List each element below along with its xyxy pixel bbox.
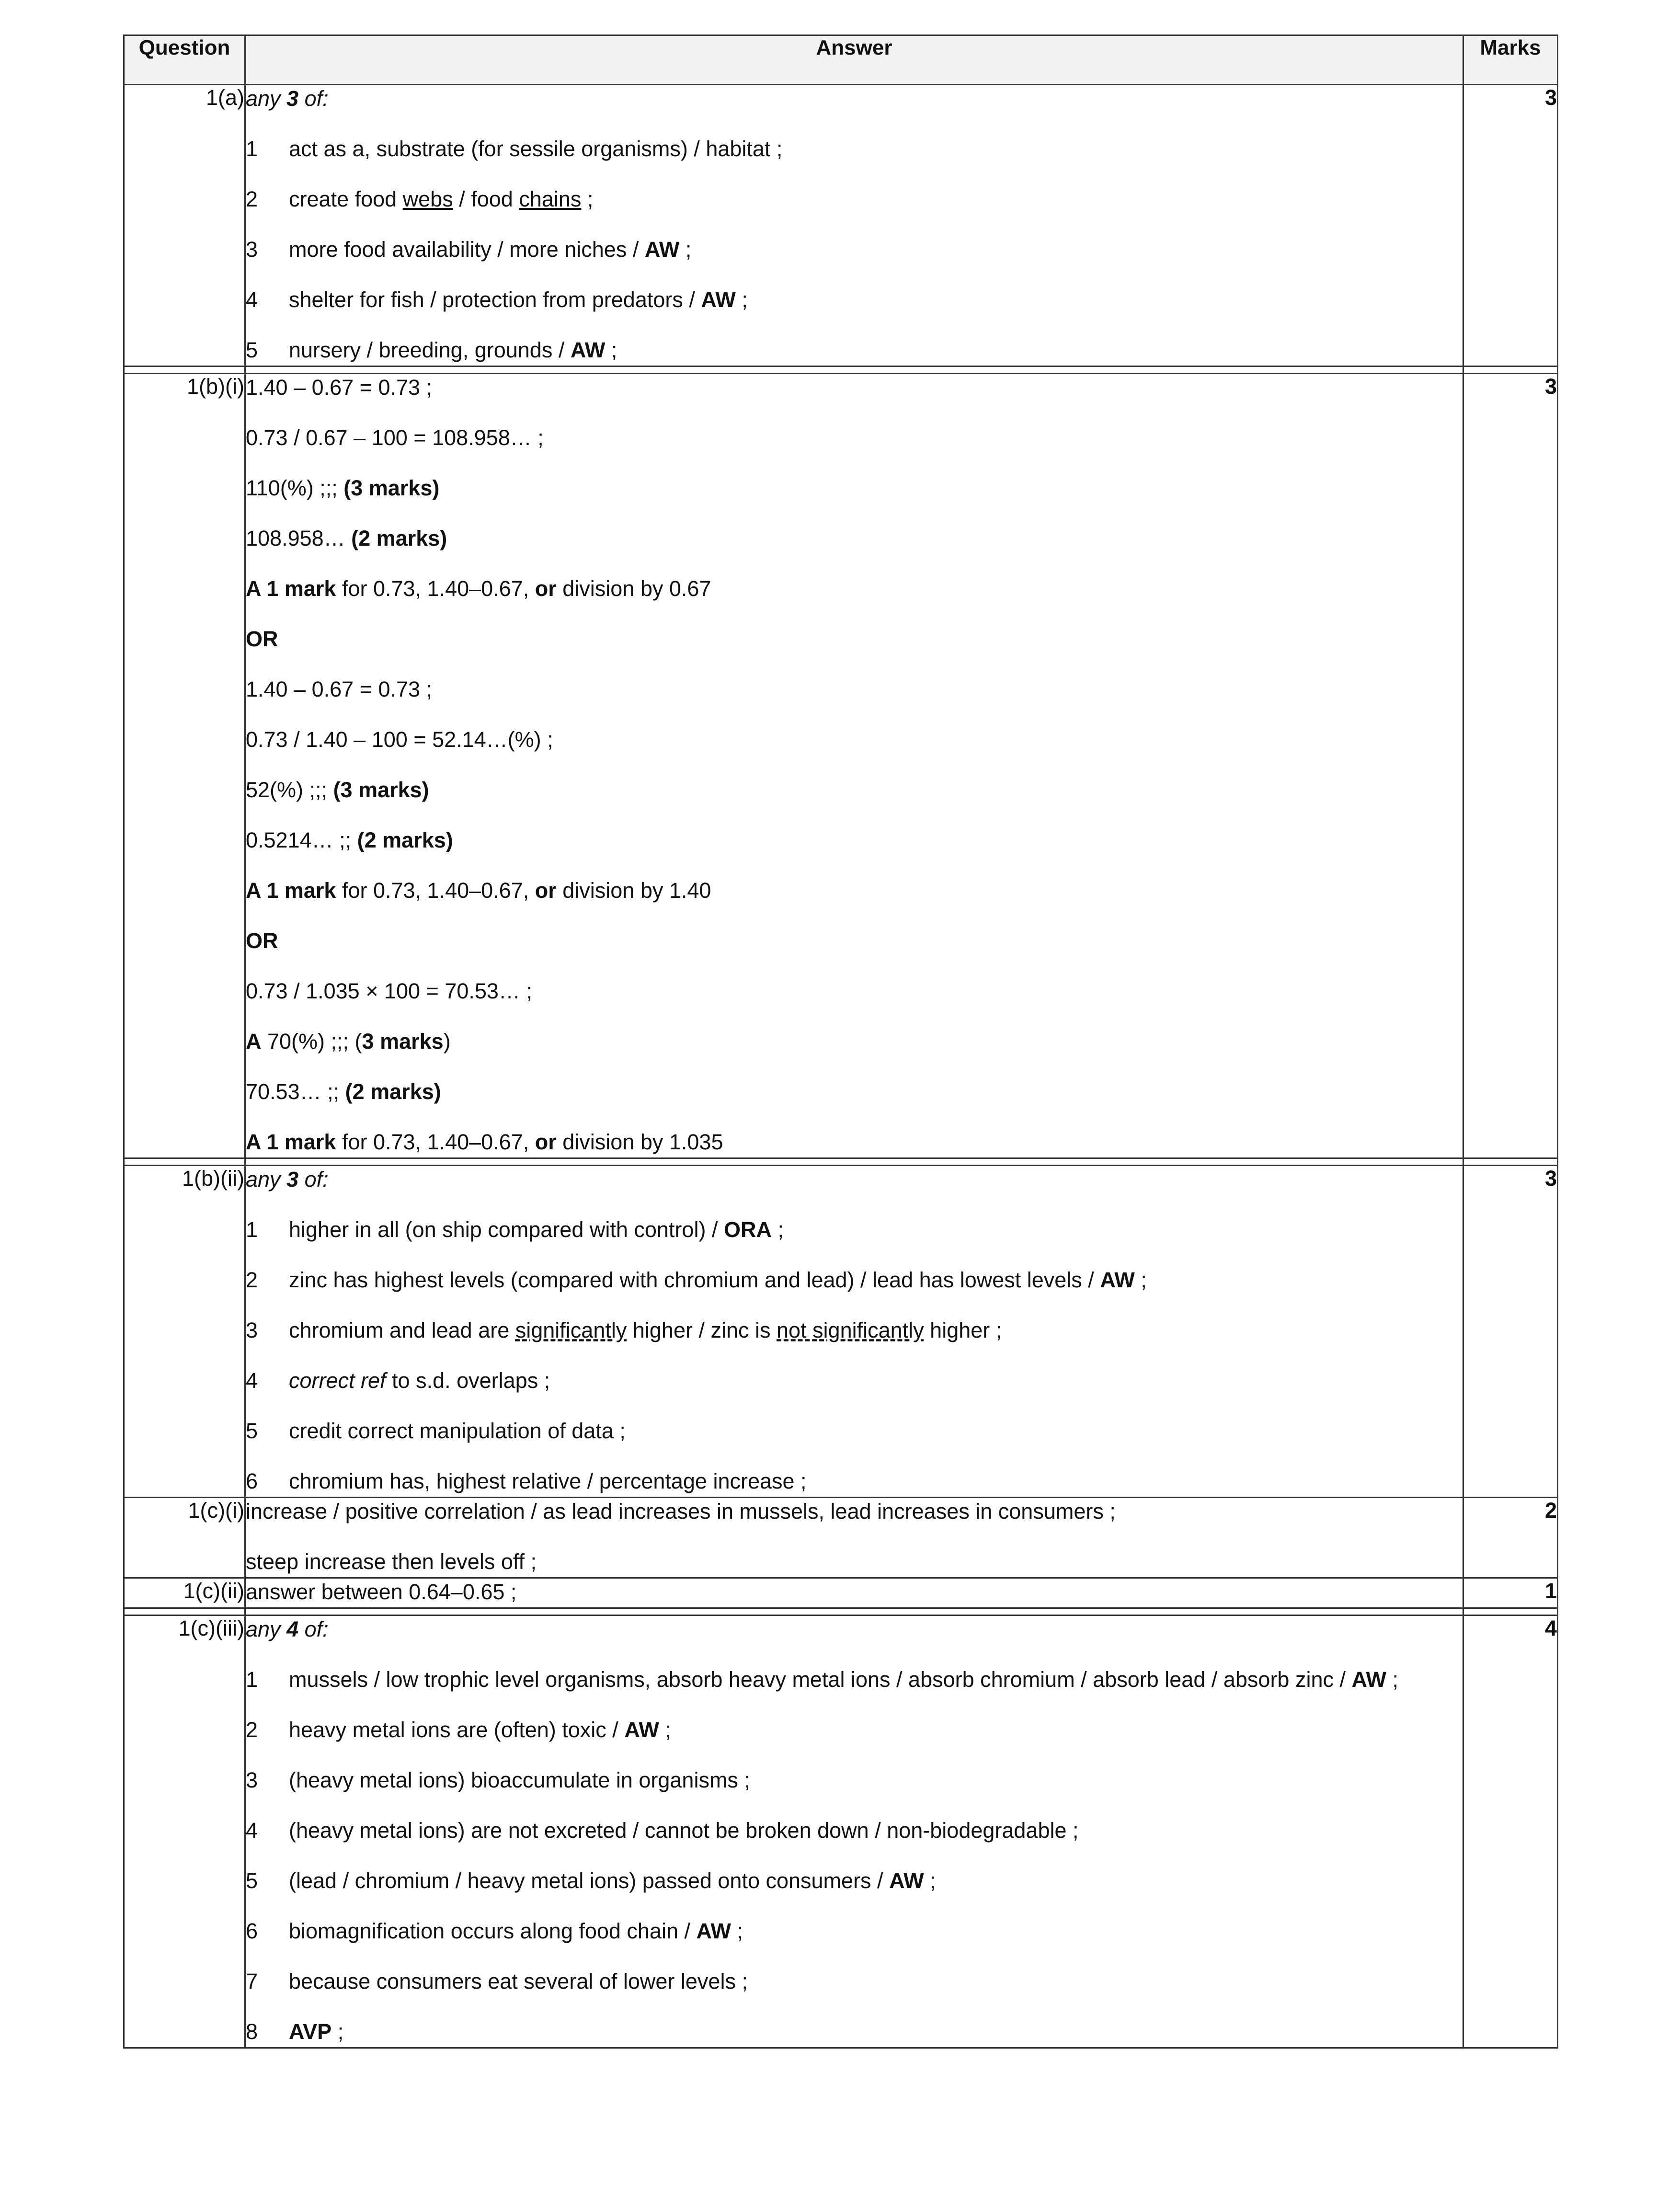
calculation-line: 1.40 – 0.67 = 0.73 ; [246,677,433,701]
point-text: create food [289,187,403,211]
point-number: 7 [246,1969,258,1993]
point-text: (lead / chromium / heavy metal ions) passed onto consumers / [289,1868,890,1893]
mark-scheme-table [123,34,1558,2049]
answer-line: increase / positive correlation / as lead increases in mussels, lead increases in consumers ; [246,1499,1116,1524]
calculation-line: 1.40 – 0.67 = 0.73 ; [246,375,433,400]
point-number: 6 [246,1469,258,1493]
marks-value: 3 [1463,1166,1558,1498]
marks-value: 3 [1463,85,1558,367]
allow-keyword: A 1 mark [246,1130,336,1154]
answer-line: answer between 0.64–0.65 ; [246,1580,517,1604]
answer-value: 110(%) ;;; [246,476,344,500]
point-text: act as a, substrate (for sessile organisms) / habitat ; [289,137,783,161]
point-text: ; [735,287,748,312]
intro-text: any [246,1617,287,1641]
avp-keyword: AVP [289,2019,332,2044]
question-label: 1(b)(ii) [124,1166,245,1498]
aw-keyword: AW [889,1868,924,1893]
point-text: nursery / breeding, grounds / [289,338,571,362]
allow-keyword: A [246,1029,262,1054]
point-text: higher in all (on ship compared with control) / [289,1217,724,1242]
marks-note: (2 marks) [357,828,453,852]
marks-value: 2 [1463,1498,1558,1578]
allow-note [246,1129,1463,1157]
answer-point [246,1216,1463,1267]
answer-value: 0.5214… ;; [246,828,357,852]
point-text: heavy metal ions are (often) toxic / [289,1718,625,1742]
answer-point [246,1666,1463,1717]
aw-keyword: AW [1351,1667,1386,1692]
point-text: chromium has, highest relative / percentage increase ; [289,1469,807,1493]
point-number: 3 [246,1318,258,1342]
point-text: credit correct manipulation of data ; [289,1419,626,1443]
answer-cell [245,1615,1463,2048]
answer-point [246,1468,1463,1497]
ora-keyword: ORA [723,1217,772,1242]
point-text: ; [331,2019,344,2044]
point-number: 5 [246,338,258,362]
answer-value: ) [443,1029,451,1054]
intro-count: 3 [286,1167,299,1191]
calculation-line [246,827,1463,877]
point-text: (heavy metal ions) are not excreted / cannot be broken down / non-biodegradable ; [289,1818,1079,1843]
answer-point [246,1267,1463,1317]
point-number: 2 [246,187,258,211]
point-text: higher ; [924,1318,1002,1342]
answer-point [246,286,1463,337]
row-separator [124,1158,1558,1166]
point-text: ; [581,187,594,211]
point-number: 2 [246,1268,258,1292]
answer-cell [245,1166,1463,1498]
aw-keyword: AW [624,1718,659,1742]
point-text: ; [771,1217,784,1242]
point-text: more food availability / more niches / [289,237,645,262]
calculation-line: 0.73 / 0.67 – 100 = 108.958… ; [246,425,544,450]
answer-line: steep increase then levels off ; [246,1549,537,1574]
point-text: ; [924,1868,936,1893]
intro-text: of: [298,86,329,111]
underlined-term: significantly [515,1318,627,1342]
point-number: 5 [246,1868,258,1893]
note-text: for 0.73, 1.40–0.67, [336,878,535,903]
row-1c-i [124,1498,1558,1578]
aw-keyword: AW [1100,1268,1135,1292]
point-number: 4 [246,1368,258,1393]
point-number: 4 [246,1818,258,1843]
row-1a [124,85,1558,367]
intro-text: any [246,86,287,111]
answer-value: 70.53… ;; [246,1079,345,1104]
answer-column-header: Answer [245,35,1463,85]
calculation-line [246,525,1463,575]
point-text: to s.d. overlaps ; [386,1368,550,1393]
note-text: division by 1.40 [556,878,711,903]
point-number: 2 [246,1718,258,1742]
italic-term: correct ref [289,1368,386,1393]
allow-keyword: A 1 mark [246,878,336,903]
answer-point [246,2018,1463,2047]
underlined-term: not significantly [777,1318,924,1342]
point-text: (heavy metal ions) bioaccumulate in organisms ; [289,1768,750,1792]
answer-value: 70(%) ;;; ( [261,1029,362,1054]
point-text: ; [679,237,692,262]
calculation-line [246,777,1463,827]
point-text: mussels / low trophic level organisms, absorb heavy metal ions / absorb chromium / absorb lead / absorb zinc / [289,1667,1352,1692]
point-text: ; [659,1718,671,1742]
point-text: biomagnification occurs along food chain / [289,1919,697,1943]
point-text: shelter for fish / protection from predators / [289,287,701,312]
row-1c-iii [124,1615,1558,2048]
note-text: division by 0.67 [556,576,711,601]
underlined-term: chains [519,187,582,211]
intro-text: any [246,1167,287,1191]
point-text: higher / zinc is [627,1318,777,1342]
aw-keyword: AW [644,237,680,262]
point-number: 1 [246,137,258,161]
note-text: for 0.73, 1.40–0.67, [336,1130,535,1154]
intro-text: of: [298,1167,329,1191]
marks-value: 4 [1463,1615,1558,2048]
marks-value: 3 [1463,374,1558,1158]
point-text: zinc has highest levels (compared with chromium and lead) / lead has lowest levels / [289,1268,1100,1292]
marks-note: (3 marks) [343,476,440,500]
or-separator: OR [246,928,278,953]
marks-note: (2 marks) [351,526,447,550]
aw-keyword: AW [701,287,736,312]
aw-keyword: AW [570,338,606,362]
allow-note [246,575,1463,626]
point-text: ; [1134,1268,1147,1292]
question-label: 1(c)(iii) [124,1615,245,2048]
point-text: ; [605,338,617,362]
or-keyword: or [535,1130,557,1154]
or-keyword: or [535,576,557,601]
point-text: because consumers eat several of lower levels ; [289,1969,748,1993]
question-label: 1(a) [124,85,245,367]
marks-value: 1 [1463,1578,1558,1608]
calculation-line: 0.73 / 1.40 – 100 = 52.14…(%) ; [246,727,553,752]
row-1b-ii [124,1166,1558,1498]
or-separator: OR [246,627,278,651]
point-number: 6 [246,1919,258,1943]
answer-intro [246,1166,1463,1216]
marks-column-header: Marks [1463,35,1558,85]
point-text: ; [1386,1667,1399,1692]
row-separator [124,1608,1558,1615]
point-number: 1 [246,1667,258,1692]
intro-count: 4 [286,1617,299,1641]
question-column-header: Question [124,35,245,85]
allow-note [246,877,1463,928]
calculation-line: 0.73 / 1.035 × 100 = 70.53… ; [246,979,532,1003]
or-keyword: or [535,878,557,903]
point-text: ; [731,1919,743,1943]
intro-count: 3 [286,86,299,111]
point-number: 1 [246,1217,258,1242]
question-label: 1(b)(i) [124,374,245,1158]
row-1b-i [124,374,1558,1158]
answer-point [246,1717,1463,1767]
answer-point [246,1968,1463,2018]
row-separator [124,367,1558,374]
answer-point [246,1867,1463,1918]
answer-point [246,186,1463,236]
answer-point [246,337,1463,366]
answer-intro [246,1616,1463,1666]
answer-point [246,1918,1463,1968]
question-label: 1(c)(i) [124,1498,245,1578]
answer-cell [245,374,1463,1158]
point-number: 3 [246,237,258,262]
marks-note: (2 marks) [345,1079,441,1104]
point-text: chromium and lead are [289,1318,515,1342]
point-number: 5 [246,1419,258,1443]
point-number: 8 [246,2019,258,2044]
header-row [124,35,1558,85]
answer-point [246,1767,1463,1817]
answer-point [246,1317,1463,1367]
answer-cell [245,1498,1463,1578]
calculation-line [246,1028,1463,1078]
question-label: 1(c)(ii) [124,1578,245,1608]
note-text: division by 1.035 [556,1130,723,1154]
point-text: / food [453,187,519,211]
answer-cell [245,1578,1463,1608]
calculation-line [246,475,1463,525]
answer-intro [246,85,1463,136]
answer-point [246,1367,1463,1418]
intro-text: of: [298,1617,329,1641]
allow-keyword: A 1 mark [246,576,336,601]
answer-value: 108.958… [246,526,352,550]
answer-cell [245,85,1463,367]
answer-point [246,236,1463,286]
point-number: 3 [246,1768,258,1792]
answer-value: 52(%) ;;; [246,778,333,802]
note-text: for 0.73, 1.40–0.67, [336,576,535,601]
answer-point [246,1817,1463,1867]
underlined-term: webs [402,187,453,211]
point-number: 4 [246,287,258,312]
marks-note: 3 marks [362,1029,444,1054]
row-1c-ii [124,1578,1558,1608]
answer-point [246,1418,1463,1468]
answer-point [246,136,1463,186]
marks-note: (3 marks) [333,778,429,802]
aw-keyword: AW [696,1919,731,1943]
calculation-line [246,1078,1463,1129]
